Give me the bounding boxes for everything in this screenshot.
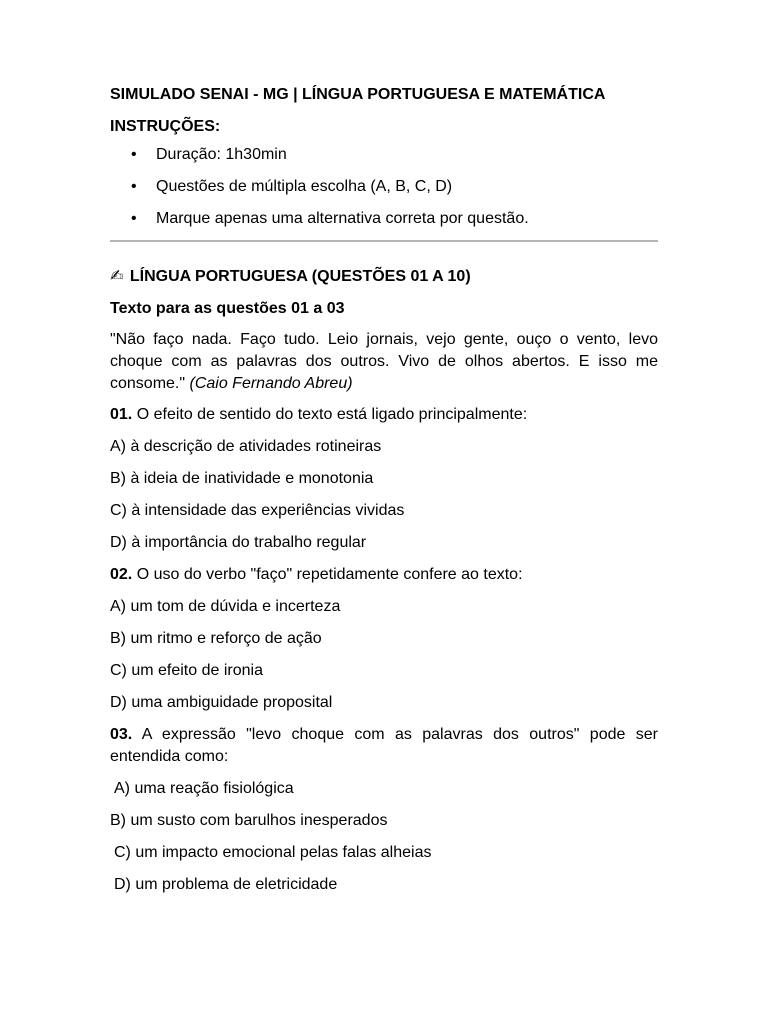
question-02-option-d: D) uma ambiguidade proposital: [110, 694, 333, 711]
question-03-option-a: A) uma reação fisiológica: [114, 780, 294, 797]
section-heading: [110, 266, 658, 288]
question-03-option-b: B) um susto com barulhos inesperados: [110, 812, 388, 829]
instruction-text: Questões de múltipla escolha (A, B, C, D): [156, 178, 453, 195]
instructions-list: [110, 144, 658, 230]
question-03: [110, 724, 658, 768]
question-02-option-a: A) um tom de dúvida e incerteza: [110, 598, 341, 615]
section-title: LÍNGUA PORTUGUESA (QUESTÕES 01 A 10): [129, 268, 471, 285]
question-01-option-d: D) à importância do trabalho regular: [110, 534, 367, 551]
text-heading: Texto para as questões 01 a 03: [110, 300, 345, 317]
question-02-option-b: B) um ritmo e reforço de ação: [110, 630, 322, 647]
question-text: O efeito de sentido do texto está ligado principalmente:: [136, 406, 528, 423]
bullet-icon: •: [131, 146, 137, 163]
question-02: [110, 564, 658, 586]
instructions-heading: INSTRUÇÕES:: [110, 118, 221, 135]
bullet-icon: •: [131, 210, 137, 227]
instruction-text: Duração: 1h30min: [156, 146, 287, 163]
question-number: 01.: [110, 406, 133, 423]
horizontal-divider: [110, 240, 658, 242]
question-number: 03.: [110, 726, 133, 743]
instruction-item: [110, 176, 658, 198]
passage-quote: "Não faço nada. Faço tudo. Leio jornais, vejo gente, ouço o vento, levo choque com as palavras dos outros. Vivo de olhos abertos. E isso me consome.": [110, 331, 658, 392]
instruction-item: [110, 144, 658, 166]
passage: [110, 329, 658, 395]
instruction-item: [110, 208, 658, 230]
question-text: A expressão "levo choque com as palavras dos outros" pode ser entendida como:: [110, 726, 659, 765]
question-01-option-c: C) à intensidade das experiências vividas: [110, 502, 405, 519]
question-03-option-c: C) um impacto emocional pelas falas alheias: [114, 844, 432, 861]
question-01: [110, 404, 658, 426]
question-02-option-c: C) um efeito de ironia: [110, 662, 263, 679]
writing-hand-icon: ✍: [110, 268, 124, 285]
question-03-option-d: D) um problema de eletricidade: [114, 876, 338, 893]
question-01-option-b: B) à ideia de inatividade e monotonia: [110, 470, 374, 487]
question-01-option-a: A) à descrição de atividades rotineiras: [110, 438, 382, 455]
document-title: SIMULADO SENAI - MG | LÍNGUA PORTUGUESA E MATEMÁTICA: [110, 86, 606, 103]
passage-author: (Caio Fernando Abreu): [189, 375, 353, 392]
question-text: O uso do verbo "faço" repetidamente confere ao texto:: [136, 566, 523, 583]
instruction-text: Marque apenas uma alternativa correta por questão.: [156, 210, 529, 227]
document-content: [110, 84, 658, 906]
bullet-icon: •: [131, 178, 137, 195]
question-number: 02.: [110, 566, 133, 583]
